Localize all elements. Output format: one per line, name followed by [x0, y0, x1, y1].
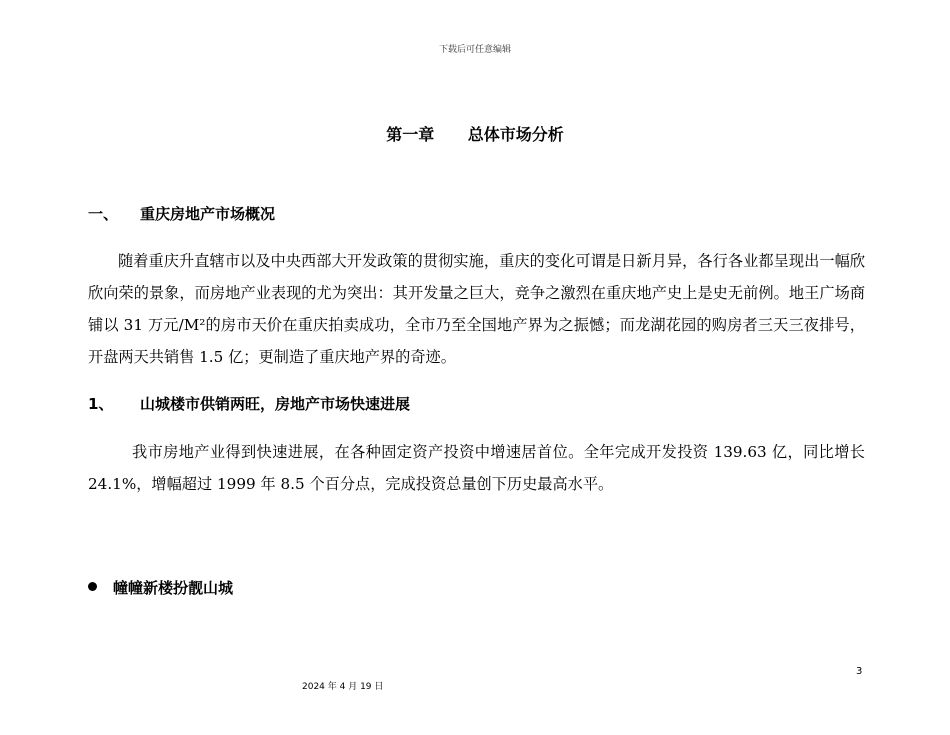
page-number: 3: [856, 666, 863, 677]
chapter-title: 第一章 总体市场分析: [386, 125, 564, 144]
bullet-item: [88, 577, 233, 598]
section-title: 重庆房地产市场概况: [140, 205, 276, 223]
subsection-number: 1、: [88, 395, 114, 413]
section-number: 一、: [88, 205, 119, 223]
subsection-title: 山城楼市供销两旺，房地产市场快速进展: [140, 395, 411, 413]
footer-date: 2024 年 4 月 19 日: [302, 682, 384, 692]
subsection-paragraph: 我市房地产业得到快速进展，在各种固定资产投资中增速居首位。全年完成开发投资 139.63 亿，同比增长 24.1%，增幅超过 1999 年 8.5 个百分点，完成投资总量创下历史最高水平。: [88, 443, 865, 493]
subsection-heading: [88, 393, 410, 414]
bullet-text: 幢幢新楼扮靓山城: [113, 579, 234, 597]
section-paragraph: 随着重庆升直辖市以及中央西部大开发政策的贯彻实施，重庆的变化可谓是日新月异，各行各业都呈现出一幅欣欣向荣的景象，而房地产业表现的尤为突出：其开发量之巨大，竞争之激烈在重庆地产史上是史无前例。地王广场商铺以 31 万元/M²的房市天价在重庆拍卖成功，全市乃至全国地产界为之振憾；而龙湖花园的购房者三天三夜排号，开盘两天共销售 1.5 亿；更制造了重庆地产界的奇迹。: [88, 252, 865, 366]
bullet-dot-icon: [88, 582, 97, 591]
section-heading: [88, 203, 275, 224]
page-header: 下载后可任意编辑: [438, 45, 511, 55]
